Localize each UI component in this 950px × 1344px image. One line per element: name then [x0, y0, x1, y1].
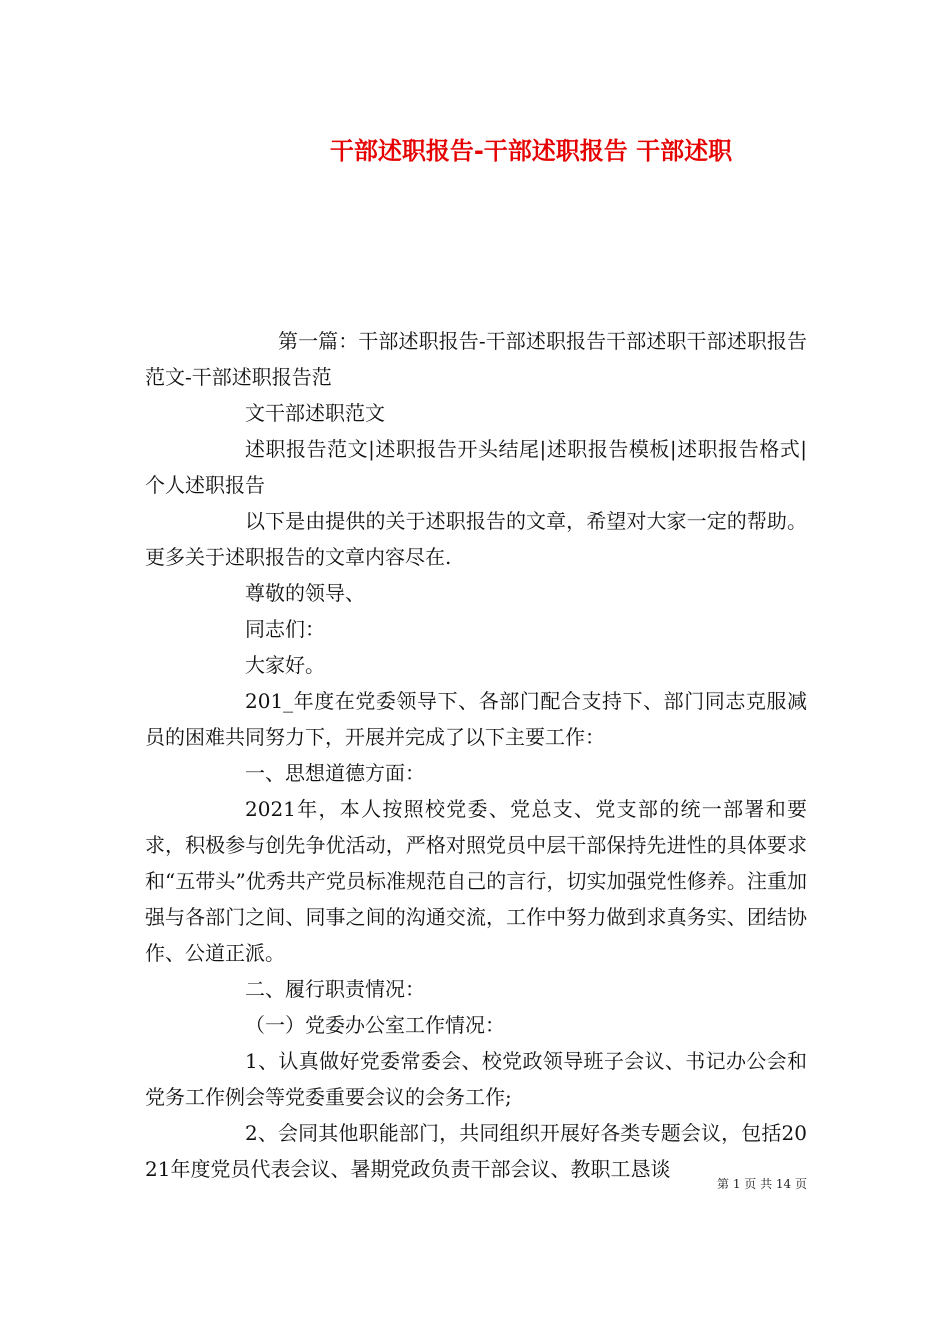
paragraph-9: 一、思想道德方面：	[245, 761, 425, 785]
page-footer: 第 1 页 共 14 页	[717, 1177, 807, 1191]
paragraph-12: （一）党委办公室工作情况：	[245, 1013, 505, 1037]
paragraph-10: 2021年，本人按照校党委、党总支、党支部的统一部署和要求，积极参与创先争优活动，严格对照党员中层干部保持先进性的具体要求和“五带头”优秀共产党员标准规范自己的言行，切实加强党性修养。注重加强与各部门之间、同事之间的沟通交流，工作中努力做到求真务实、团结协作、公道正派。	[145, 797, 807, 965]
paragraph-1: 第一篇：干部述职报告-干部述职报告干部述职干部述职报告范文-干部述职报告范	[145, 329, 807, 389]
document-body	[145, 323, 807, 1187]
paragraph-2: 文干部述职范文	[245, 401, 385, 425]
paragraph-6: 同志们：	[245, 617, 325, 641]
paragraph-14: 2、会同其他职能部门，共同组织开展好各类专题会议，包括2021年度党员代表会议、暑期党政负责干部会议、教职工恳谈	[145, 1121, 807, 1181]
paragraph-3: 述职报告范文|述职报告开头结尾|述职报告模板|述职报告格式|个人述职报告	[145, 437, 807, 497]
paragraph-13: 1、认真做好党委常委会、校党政领导班子会议、书记办公会和党务工作例会等党委重要会议的会务工作;	[145, 1049, 807, 1109]
paragraph-8: 201_年度在党委领导下、各部门配合支持下、部门同志克服减员的困难共同努力下，开展并完成了以下主要工作：	[145, 689, 807, 749]
document-title: 干部述职报告-干部述职报告 干部述职	[329, 137, 733, 165]
paragraph-11: 二、履行职责情况：	[245, 977, 425, 1001]
paragraph-4: 以下是由提供的关于述职报告的文章，希望对大家一定的帮助。更多关于述职报告的文章内容尽在.	[145, 509, 807, 569]
paragraph-7: 大家好。	[245, 653, 325, 677]
paragraph-5: 尊敬的领导、	[245, 581, 365, 605]
